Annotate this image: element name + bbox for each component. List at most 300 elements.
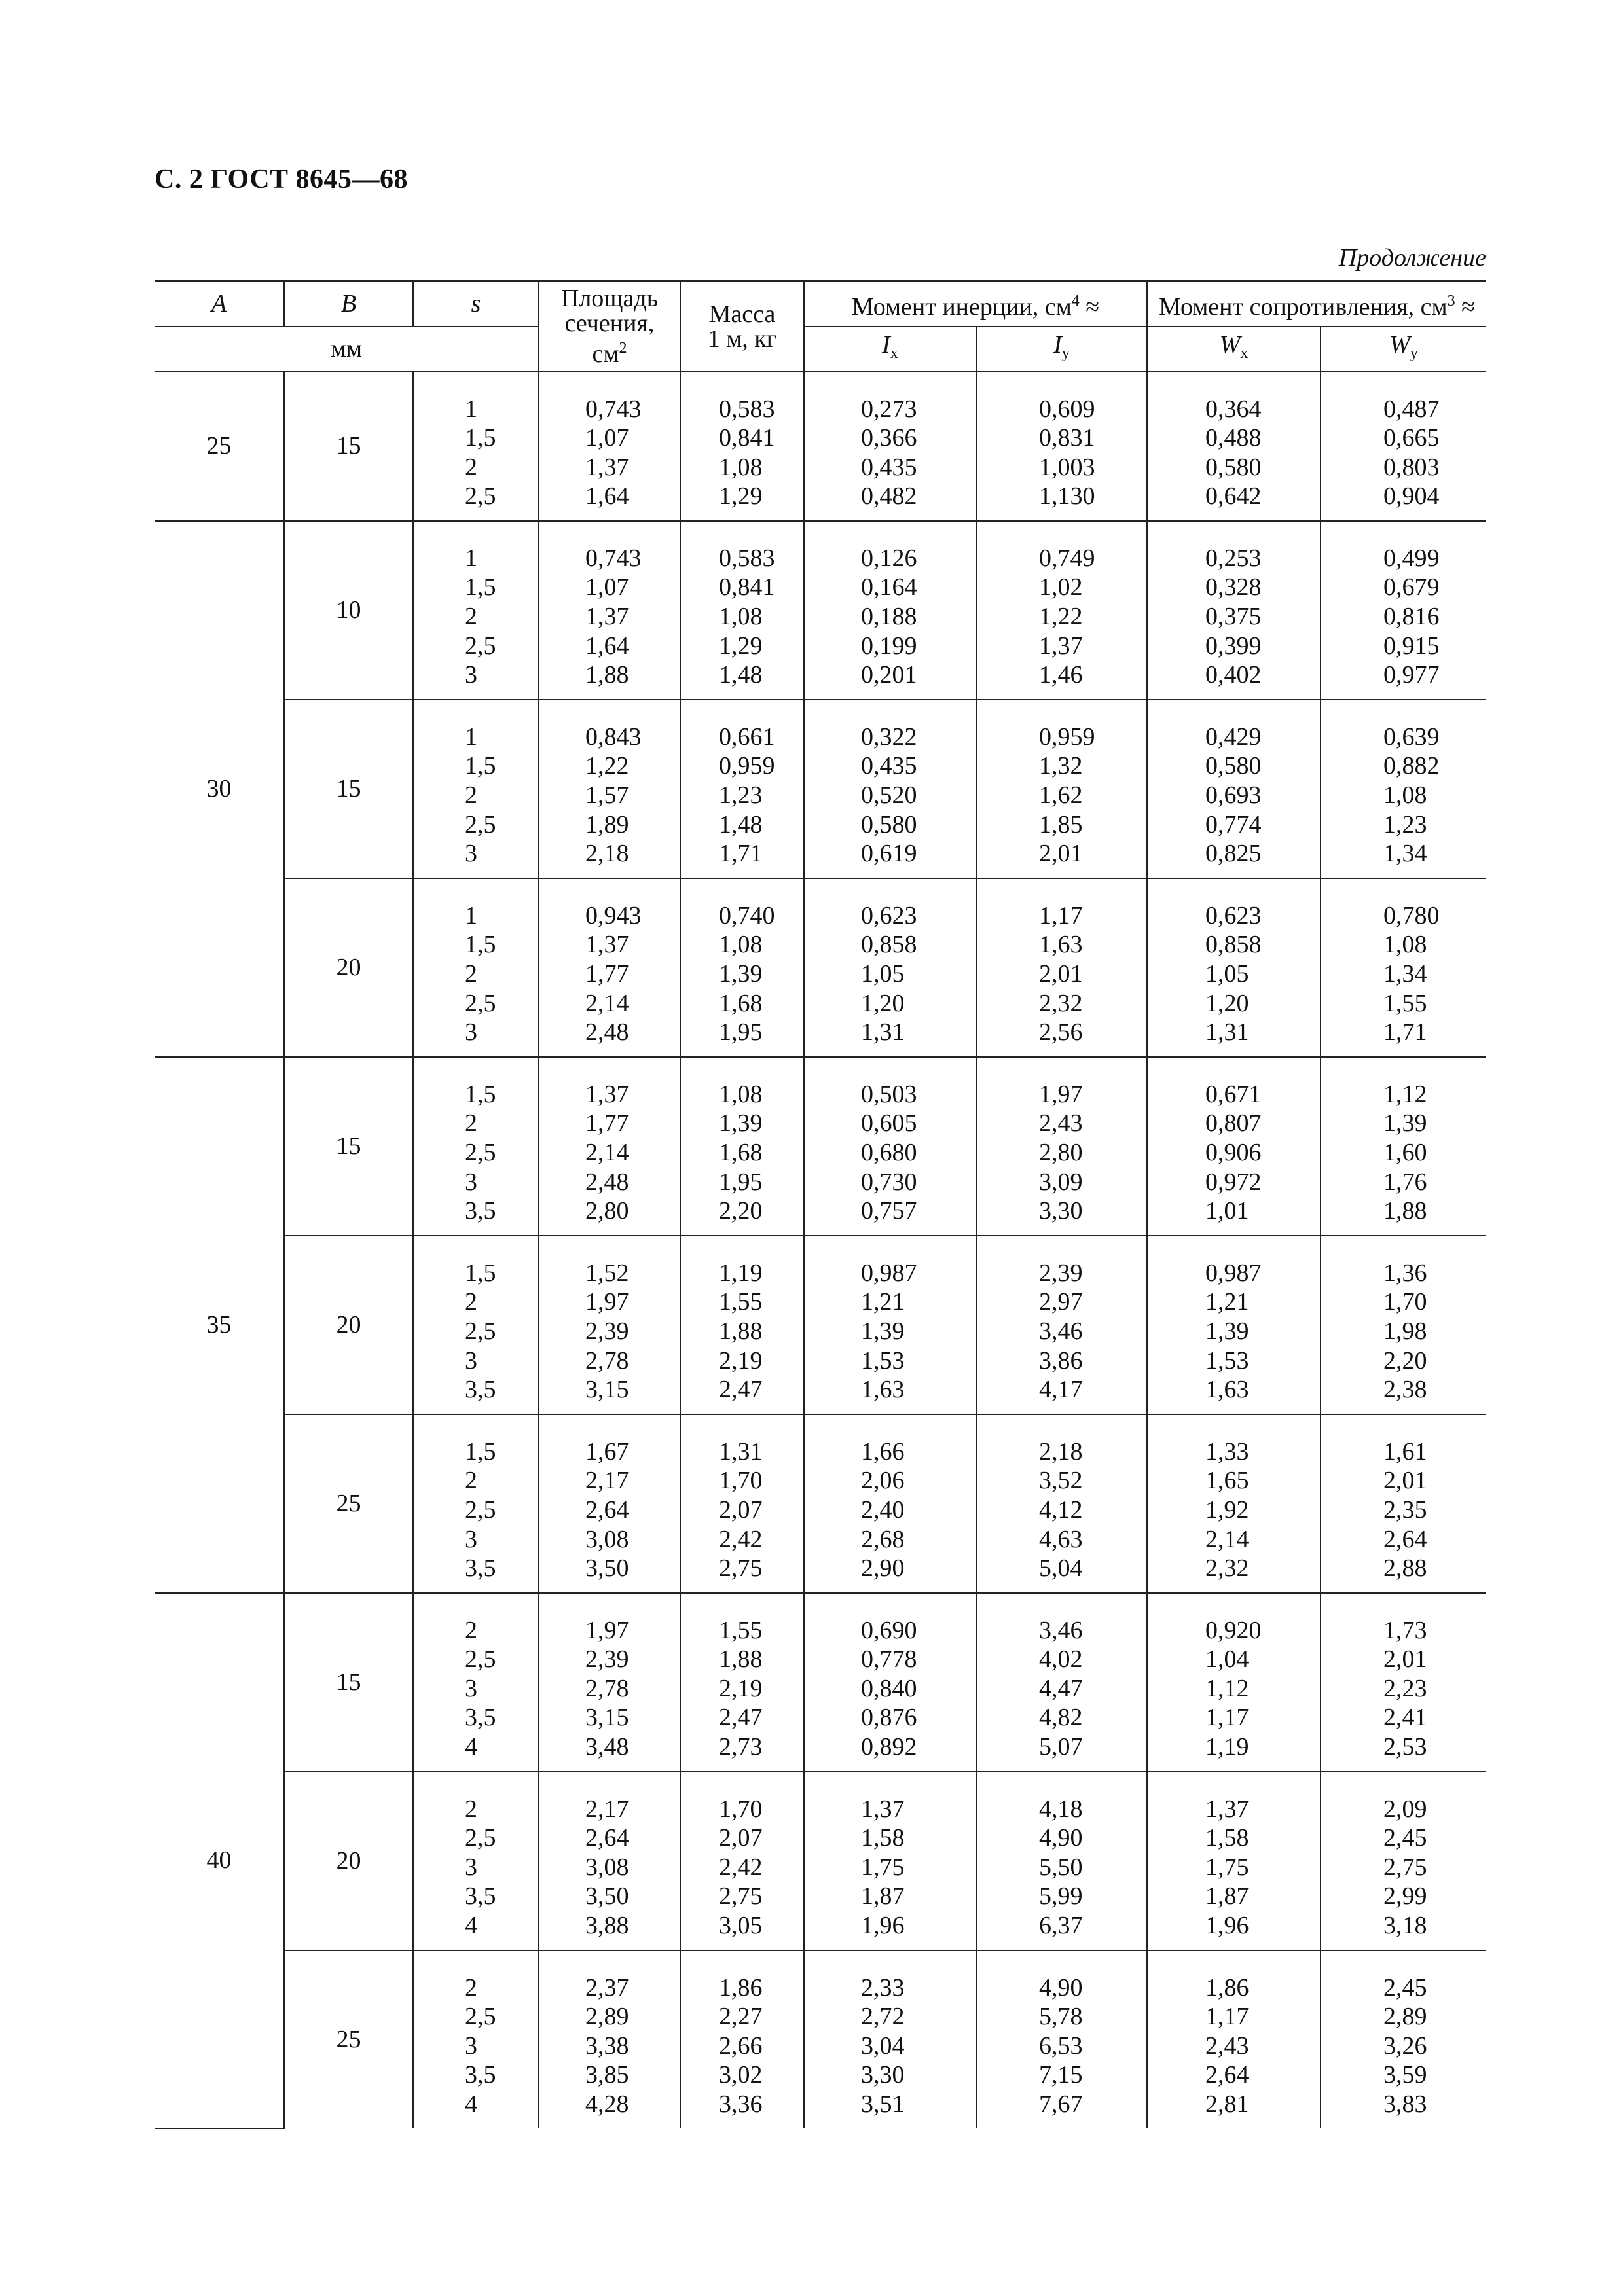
value-mass: 1,86 xyxy=(719,1973,763,2001)
value-area: 1,88 xyxy=(585,661,629,689)
value-iy: 3,09 xyxy=(1039,1168,1083,1196)
value-wy: 3,26 xyxy=(1383,2032,1427,2060)
cell-wy-values xyxy=(1321,1057,1486,1236)
value-wy: 2,89 xyxy=(1383,2003,1427,2031)
value-s: 4 xyxy=(465,1912,477,1940)
value-iy: 4,47 xyxy=(1039,1674,1083,1702)
value-wx: 0,253 xyxy=(1205,544,1262,572)
value-ix: 1,58 xyxy=(861,1824,905,1852)
value-wx: 1,04 xyxy=(1205,1645,1249,1674)
header-ix-sub: x xyxy=(890,344,898,362)
value-ix: 0,503 xyxy=(861,1080,917,1108)
value-wx: 1,05 xyxy=(1205,960,1249,988)
value-area: 1,37 xyxy=(585,453,629,481)
value-wx: 0,328 xyxy=(1205,573,1262,601)
value-wx: 0,364 xyxy=(1205,395,1262,423)
value-ix: 0,199 xyxy=(861,632,917,660)
value-iy: 1,63 xyxy=(1039,931,1083,959)
value-mass: 0,740 xyxy=(719,901,775,929)
value-mass: 1,29 xyxy=(719,482,763,511)
header-area-line-3 xyxy=(539,336,680,367)
value-ix: 0,730 xyxy=(861,1168,917,1196)
value-mass: 2,75 xyxy=(719,1882,763,1910)
value-mass: 1,68 xyxy=(719,989,763,1017)
value-s: 3,5 xyxy=(465,1882,496,1910)
value-wy: 2,64 xyxy=(1383,1525,1427,1553)
cell-a-value: 40 xyxy=(155,1593,284,2128)
cell-thickness-values xyxy=(413,372,539,521)
value-ix: 1,75 xyxy=(861,1853,905,1881)
cell-area-values xyxy=(539,878,680,1057)
value-s: 1,5 xyxy=(465,1437,496,1465)
cell-mass-values xyxy=(680,1236,804,1414)
value-area: 3,48 xyxy=(585,1733,629,1761)
value-s: 2,5 xyxy=(465,482,496,511)
value-wx: 0,580 xyxy=(1205,453,1262,481)
cell-wy-values xyxy=(1321,1414,1486,1593)
value-area: 1,77 xyxy=(585,960,629,988)
value-s: 3 xyxy=(465,1525,477,1553)
value-area: 4,28 xyxy=(585,2090,629,2118)
cell-mass-values xyxy=(680,878,804,1057)
cell-wx-values xyxy=(1147,521,1321,700)
value-area: 3,50 xyxy=(585,1554,629,1583)
value-wy: 1,88 xyxy=(1383,1197,1427,1225)
header-area xyxy=(539,281,680,372)
value-iy: 1,46 xyxy=(1039,661,1083,689)
cell-area-values xyxy=(539,1057,680,1236)
value-iy: 0,831 xyxy=(1039,424,1095,452)
cell-ix-values xyxy=(804,1057,976,1236)
cell-b-value: 15 xyxy=(284,372,413,521)
cell-mass-values xyxy=(680,521,804,700)
cell-iy-values xyxy=(976,1593,1147,1772)
value-mass: 0,661 xyxy=(719,723,775,751)
cell-thickness-values xyxy=(413,1057,539,1236)
cell-wy-values xyxy=(1321,1772,1486,1950)
cell-wy-values xyxy=(1321,878,1486,1057)
cell-mass-values xyxy=(680,700,804,878)
value-ix: 2,90 xyxy=(861,1554,905,1583)
value-s: 2 xyxy=(465,1467,477,1495)
cell-wy-values xyxy=(1321,372,1486,521)
value-s: 3 xyxy=(465,2032,477,2060)
value-mass: 1,48 xyxy=(719,810,763,838)
header-iy-letter: I xyxy=(1053,331,1062,359)
cell-wx-values xyxy=(1147,1057,1321,1236)
value-iy: 7,15 xyxy=(1039,2061,1083,2089)
value-area: 2,39 xyxy=(585,1645,629,1674)
cell-thickness-values xyxy=(413,521,539,700)
value-s: 2 xyxy=(465,1795,477,1823)
cell-ix-values xyxy=(804,1772,976,1950)
value-area: 3,08 xyxy=(585,1853,629,1881)
table-row-group xyxy=(155,1950,1486,2128)
value-ix: 1,20 xyxy=(861,989,905,1017)
value-ix: 0,858 xyxy=(861,931,917,959)
value-wx: 0,906 xyxy=(1205,1138,1262,1166)
header-ix xyxy=(804,327,976,372)
value-wy: 1,39 xyxy=(1383,1109,1427,1138)
value-iy: 1,22 xyxy=(1039,603,1083,631)
value-wy: 1,60 xyxy=(1383,1138,1427,1166)
value-area: 2,48 xyxy=(585,1168,629,1196)
value-s: 4 xyxy=(465,2090,477,2118)
cell-area-values xyxy=(539,700,680,878)
value-s: 1,5 xyxy=(465,931,496,959)
value-wy: 0,977 xyxy=(1383,661,1440,689)
value-ix: 1,05 xyxy=(861,960,905,988)
cell-ix-values xyxy=(804,372,976,521)
value-iy: 2,43 xyxy=(1039,1109,1083,1138)
value-wx: 0,429 xyxy=(1205,723,1262,751)
value-iy: 4,90 xyxy=(1039,1824,1083,1852)
value-area: 1,89 xyxy=(585,810,629,838)
table-row-group xyxy=(155,1057,1486,1236)
value-ix: 0,757 xyxy=(861,1197,917,1225)
value-mass: 1,23 xyxy=(719,781,763,810)
value-iy: 2,32 xyxy=(1039,989,1083,1017)
value-ix: 0,188 xyxy=(861,603,917,631)
value-mass: 1,08 xyxy=(719,1080,763,1108)
value-iy: 3,52 xyxy=(1039,1467,1083,1495)
value-area: 1,64 xyxy=(585,482,629,511)
value-ix: 0,605 xyxy=(861,1109,917,1138)
value-wx: 1,75 xyxy=(1205,1853,1249,1881)
value-area: 2,17 xyxy=(585,1467,629,1495)
value-wx: 2,14 xyxy=(1205,1525,1249,1553)
value-ix: 0,623 xyxy=(861,901,917,929)
header-a: A xyxy=(155,281,284,327)
cell-wx-values xyxy=(1147,878,1321,1057)
value-mass: 1,08 xyxy=(719,931,763,959)
value-wx: 1,87 xyxy=(1205,1882,1249,1910)
value-iy: 4,18 xyxy=(1039,1795,1083,1823)
value-wx: 1,31 xyxy=(1205,1018,1249,1047)
header-area-unit-power: 2 xyxy=(619,340,627,357)
value-wx: 2,32 xyxy=(1205,1554,1249,1583)
value-ix: 0,619 xyxy=(861,840,917,868)
value-wx: 1,17 xyxy=(1205,2003,1249,2031)
value-area: 1,57 xyxy=(585,781,629,810)
value-wy: 2,38 xyxy=(1383,1376,1427,1404)
value-ix: 1,87 xyxy=(861,1882,905,1910)
value-wy: 0,665 xyxy=(1383,424,1440,452)
header-mass-line-1: Масса xyxy=(708,300,776,328)
header-iy xyxy=(976,327,1147,372)
value-wx: 1,37 xyxy=(1205,1795,1249,1823)
value-wy: 2,53 xyxy=(1383,1733,1427,1761)
value-wy: 2,99 xyxy=(1383,1882,1427,1910)
value-area: 2,14 xyxy=(585,989,629,1017)
value-mass: 3,36 xyxy=(719,2090,763,2118)
cell-wx-values xyxy=(1147,1772,1321,1950)
value-iy: 4,63 xyxy=(1039,1525,1083,1553)
value-iy: 7,67 xyxy=(1039,2090,1083,2118)
value-wy: 1,08 xyxy=(1383,931,1427,959)
cell-iy-values xyxy=(976,521,1147,700)
cell-b-value: 25 xyxy=(284,1950,413,2128)
value-area: 2,78 xyxy=(585,1674,629,1702)
value-area: 3,88 xyxy=(585,1912,629,1940)
value-area: 2,17 xyxy=(585,1795,629,1823)
value-area: 0,743 xyxy=(585,544,642,572)
value-mass: 2,07 xyxy=(719,1496,763,1524)
value-mass: 0,841 xyxy=(719,424,775,452)
value-iy: 4,02 xyxy=(1039,1645,1083,1674)
value-iy: 4,82 xyxy=(1039,1704,1083,1732)
value-wy: 2,41 xyxy=(1383,1704,1427,1732)
value-mass: 1,88 xyxy=(719,1317,763,1345)
value-s: 3,5 xyxy=(465,1554,496,1583)
value-ix: 1,31 xyxy=(861,1018,905,1047)
value-area: 1,97 xyxy=(585,1288,629,1316)
value-wy: 2,20 xyxy=(1383,1346,1427,1374)
value-wy: 0,679 xyxy=(1383,573,1440,601)
value-ix: 1,63 xyxy=(861,1376,905,1404)
value-s: 1,5 xyxy=(465,573,496,601)
header-wy-sub: y xyxy=(1410,344,1418,362)
header-inertia-text: Момент инерции, см xyxy=(851,293,1072,321)
value-area: 2,48 xyxy=(585,1018,629,1047)
value-wx: 1,12 xyxy=(1205,1674,1249,1702)
cell-b-value: 20 xyxy=(284,878,413,1057)
cell-iy-values xyxy=(976,1057,1147,1236)
value-s: 2,5 xyxy=(465,1824,496,1852)
value-mass: 1,29 xyxy=(719,632,763,660)
value-wx: 0,642 xyxy=(1205,482,1262,511)
value-mass: 3,05 xyxy=(719,1912,763,1940)
value-ix: 3,30 xyxy=(861,2061,905,2089)
value-wx: 0,580 xyxy=(1205,752,1262,780)
cell-ix-values xyxy=(804,878,976,1057)
header-inertia-approx: ≈ xyxy=(1079,293,1100,321)
value-iy: 0,749 xyxy=(1039,544,1095,572)
header-iy-sub: y xyxy=(1061,344,1070,362)
value-wy: 2,01 xyxy=(1383,1467,1427,1495)
cell-b-value: 15 xyxy=(284,1593,413,1772)
value-wy: 1,36 xyxy=(1383,1259,1427,1287)
value-wx: 0,807 xyxy=(1205,1109,1262,1138)
value-wy: 1,73 xyxy=(1383,1616,1427,1644)
value-wy: 0,904 xyxy=(1383,482,1440,511)
value-ix: 1,66 xyxy=(861,1437,905,1465)
value-mass: 1,70 xyxy=(719,1467,763,1495)
cell-a-value: 30 xyxy=(155,521,284,1057)
value-wx: 1,58 xyxy=(1205,1824,1249,1852)
value-area: 3,15 xyxy=(585,1376,629,1404)
value-wx: 0,987 xyxy=(1205,1259,1262,1287)
value-area: 2,37 xyxy=(585,1973,629,2001)
cell-a-value: 25 xyxy=(155,372,284,521)
value-wy: 3,18 xyxy=(1383,1912,1427,1940)
cell-b-value: 20 xyxy=(284,1236,413,1414)
value-s: 2,5 xyxy=(465,1138,496,1166)
value-mass: 3,02 xyxy=(719,2061,763,2089)
value-mass: 1,19 xyxy=(719,1259,763,1287)
value-mass: 2,42 xyxy=(719,1853,763,1881)
value-iy: 5,07 xyxy=(1039,1733,1083,1761)
value-ix: 0,690 xyxy=(861,1616,917,1644)
value-wx: 0,402 xyxy=(1205,661,1262,689)
header-wx-letter: W xyxy=(1219,331,1241,359)
value-s: 2 xyxy=(465,781,477,810)
value-wx: 1,21 xyxy=(1205,1288,1249,1316)
cell-wy-values xyxy=(1321,700,1486,878)
table-row-group xyxy=(155,1772,1486,1950)
value-wx: 1,92 xyxy=(1205,1496,1249,1524)
value-s: 3 xyxy=(465,1346,477,1374)
value-s: 2,5 xyxy=(465,1496,496,1524)
header-wx-sub: x xyxy=(1240,344,1249,362)
value-mass: 2,07 xyxy=(719,1824,763,1852)
cell-ix-values xyxy=(804,1593,976,1772)
value-mass: 2,42 xyxy=(719,1525,763,1553)
value-wx: 1,19 xyxy=(1205,1733,1249,1761)
value-mass: 2,47 xyxy=(719,1376,763,1404)
value-iy: 6,53 xyxy=(1039,2032,1083,2060)
table-row-group xyxy=(155,1236,1486,1414)
value-wx: 1,96 xyxy=(1205,1912,1249,1940)
cell-b-value: 15 xyxy=(284,1057,413,1236)
value-wy: 1,71 xyxy=(1383,1018,1427,1047)
value-s: 1,5 xyxy=(465,752,496,780)
cell-mass-values xyxy=(680,372,804,521)
value-area: 0,743 xyxy=(585,395,642,423)
value-area: 1,64 xyxy=(585,632,629,660)
value-area: 3,08 xyxy=(585,1525,629,1553)
cell-iy-values xyxy=(976,1236,1147,1414)
value-iy: 5,99 xyxy=(1039,1882,1083,1910)
value-s: 2 xyxy=(465,960,477,988)
value-wx: 2,64 xyxy=(1205,2061,1249,2089)
cell-wy-values xyxy=(1321,1950,1486,2128)
value-wy: 0,487 xyxy=(1383,395,1440,423)
value-ix: 0,778 xyxy=(861,1645,917,1674)
value-area: 2,89 xyxy=(585,2003,629,2031)
value-area: 2,64 xyxy=(585,1496,629,1524)
value-ix: 0,892 xyxy=(861,1733,917,1761)
continuation-label: Продолжение xyxy=(1338,244,1486,272)
value-s: 2 xyxy=(465,1288,477,1316)
value-area: 2,64 xyxy=(585,1824,629,1852)
value-mass: 1,95 xyxy=(719,1168,763,1196)
header-resistance xyxy=(1147,281,1486,327)
value-wy: 1,08 xyxy=(1383,781,1427,810)
value-ix: 1,21 xyxy=(861,1288,905,1316)
cell-thickness-values xyxy=(413,1593,539,1772)
header-wy xyxy=(1321,327,1486,372)
cell-iy-values xyxy=(976,700,1147,878)
value-iy: 5,78 xyxy=(1039,2003,1083,2031)
cell-ix-values xyxy=(804,1236,976,1414)
value-wy: 2,09 xyxy=(1383,1795,1427,1823)
value-wx: 0,920 xyxy=(1205,1616,1262,1644)
value-s: 3,5 xyxy=(465,1197,496,1225)
cell-wx-values xyxy=(1147,1950,1321,2128)
table-row-group xyxy=(155,878,1486,1057)
value-iy: 3,86 xyxy=(1039,1346,1083,1374)
value-wy: 0,882 xyxy=(1383,752,1440,780)
value-wx: 0,488 xyxy=(1205,424,1262,452)
value-iy: 1,003 xyxy=(1039,453,1095,481)
table-row-group xyxy=(155,521,1486,700)
value-ix: 2,33 xyxy=(861,1973,905,2001)
value-mass: 0,583 xyxy=(719,395,775,423)
value-ix: 0,201 xyxy=(861,661,917,689)
value-s: 3 xyxy=(465,1168,477,1196)
value-s: 1 xyxy=(465,723,477,751)
profile-properties-table xyxy=(155,280,1486,2129)
value-s: 3,5 xyxy=(465,1704,496,1732)
table-body xyxy=(155,372,1486,2128)
value-iy: 1,97 xyxy=(1039,1080,1083,1108)
value-wy: 2,01 xyxy=(1383,1645,1427,1674)
value-s: 1,5 xyxy=(465,1080,496,1108)
value-ix: 0,435 xyxy=(861,752,917,780)
value-area: 2,80 xyxy=(585,1197,629,1225)
value-mass: 1,88 xyxy=(719,1645,763,1674)
value-wy: 0,915 xyxy=(1383,632,1440,660)
value-ix: 0,126 xyxy=(861,544,917,572)
value-iy: 4,12 xyxy=(1039,1496,1083,1524)
cell-b-value: 20 xyxy=(284,1772,413,1950)
value-wx: 0,671 xyxy=(1205,1080,1262,1108)
value-wx: 0,858 xyxy=(1205,931,1262,959)
cell-mass-values xyxy=(680,1593,804,1772)
value-wx: 2,43 xyxy=(1205,2032,1249,2060)
value-ix: 0,840 xyxy=(861,1674,917,1702)
value-s: 1,5 xyxy=(465,1259,496,1287)
value-ix: 0,987 xyxy=(861,1259,917,1287)
value-iy: 1,17 xyxy=(1039,901,1083,929)
cell-area-values xyxy=(539,1772,680,1950)
value-wy: 2,35 xyxy=(1383,1496,1427,1524)
value-wx: 1,65 xyxy=(1205,1467,1249,1495)
value-mass: 1,39 xyxy=(719,1109,763,1138)
cell-thickness-values xyxy=(413,878,539,1057)
value-s: 2 xyxy=(465,603,477,631)
value-s: 3 xyxy=(465,840,477,868)
value-s: 3,5 xyxy=(465,1376,496,1404)
value-ix: 2,72 xyxy=(861,2003,905,2031)
value-ix: 1,53 xyxy=(861,1346,905,1374)
cell-wy-values xyxy=(1321,1593,1486,1772)
value-wy: 1,70 xyxy=(1383,1288,1427,1316)
value-s: 2,5 xyxy=(465,1317,496,1345)
value-s: 1 xyxy=(465,395,477,423)
value-mass: 1,31 xyxy=(719,1437,763,1465)
cell-mass-values xyxy=(680,1414,804,1593)
value-iy: 2,18 xyxy=(1039,1437,1083,1465)
cell-b-value: 15 xyxy=(284,700,413,878)
cell-mass-values xyxy=(680,1950,804,2128)
cell-ix-values xyxy=(804,1414,976,1593)
page-header: С. 2 ГОСТ 8645—68 xyxy=(155,164,409,194)
value-mass: 2,20 xyxy=(719,1197,763,1225)
cell-area-values xyxy=(539,1593,680,1772)
header-mass-line-2: 1 м, кг xyxy=(707,325,777,353)
value-s: 4 xyxy=(465,1733,477,1761)
header-resistance-approx: ≈ xyxy=(1455,293,1475,321)
value-area: 2,18 xyxy=(585,840,629,868)
cell-iy-values xyxy=(976,1950,1147,2128)
value-wy: 1,98 xyxy=(1383,1317,1427,1345)
value-iy: 3,46 xyxy=(1039,1317,1083,1345)
value-iy: 6,37 xyxy=(1039,1912,1083,1940)
value-s: 3 xyxy=(465,661,477,689)
cell-thickness-values xyxy=(413,700,539,878)
